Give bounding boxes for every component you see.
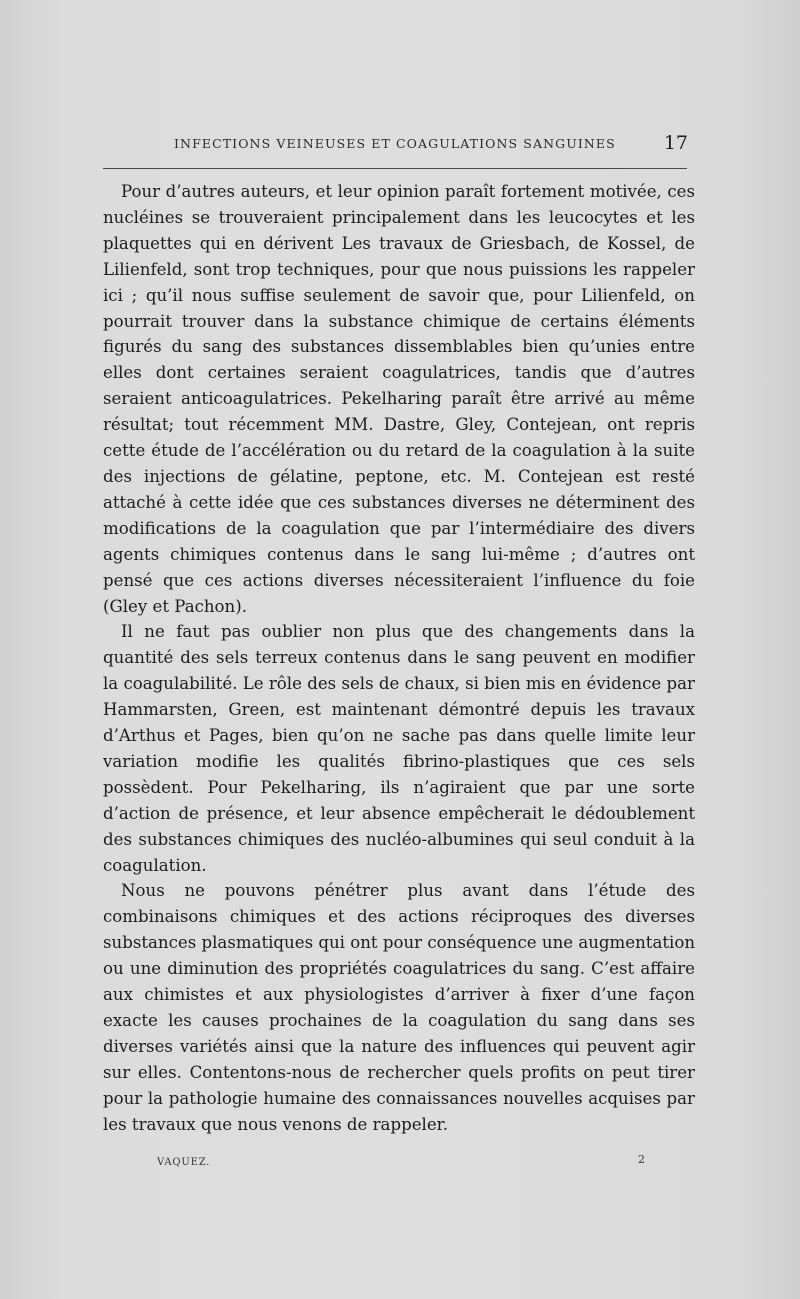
signature-mark: 2 [638, 1153, 645, 1166]
header-rule [103, 168, 687, 169]
signature-line: VAQUEZ. [157, 1157, 211, 1168]
body-text [103, 179, 695, 1138]
page-header [102, 134, 688, 158]
running-title: INFECTIONS VEINEUSES ET COAGULATIONS SANGUINES [174, 136, 616, 151]
paragraph: Il ne faut pas oublier non plus que des changements dans la quantité des sels terreux contenus dans le sang peuvent en modifier la coagulabilité. Le rôle des sels de chaux, si bien mis en évidence par Hammarsten, Green, est maintenant démontré depuis les travaux d’Arthus et Pages, bien qu’on ne sache pas dans quelle limite leur variation modifie les qualités fibrino-plastiques que ces sels possèdent. Pour Pekelharing, ils n’agiraient que par une sorte d’action de présence, et leur absence empêcherait le dédoublement des substances chimiques des nucléo-albumines qui seul conduit à la coagulation. [103, 622, 695, 875]
paragraph: Pour d’autres auteurs, et leur opinion paraît fortement motivée, ces nucléines se trouveraient principalement dans les leucocytes et les plaquettes qui en dérivent Les travaux de Griesbach, de Kossel, de Lilienfeld, sont trop techniques, pour que nous puissions les rappeler ici ; qu’il nous suffise seulement de savoir que, pour Lilienfeld, on pourrait trouver dans la substance chimique de certains éléments figurés du sang des substances dissemblables bien qu’unies entre elles dont certaines seraient coagulatrices, tandis que d’autres seraient anticoagulatrices. Pekelharing paraît être arrivé au même résultat; tout récemment MM. Dastre, Gley, Contejean, ont repris cette étude de l’accélération ou du retard de la coagulation à la suite des injections de gélatine, peptone, etc. M. Contejean est resté attaché à cette idée que ces substances diverses ne déterminent des modifications de la coagulation que par l’intermédiaire des divers agents chimiques contenus dans le sang lui-même ; d’autres ont pensé que ces actions diverses nécessiteraient l’influence du foie (Gley et Pachon). [103, 182, 695, 616]
paragraph: Nous ne pouvons pénétrer plus avant dans l’étude des combinaisons chimiques et des actions réciproques des diverses substances plasmatiques qui ont pour conséquence une augmentation ou une diminution des propriétés coagulatrices du sang. C’est affaire aux chimistes et aux physiologistes d’arriver à fixer d’une façon exacte les causes prochaines de la coagulation du sang dans ses diverses variétés ainsi que la nature des influences qui peuvent agir sur elles. Contentons-nous de rechercher quels profits on peut tirer pour la pathologie humaine des connaissances nouvelles acquises par les travaux que nous venons de rappeler. [103, 881, 696, 1134]
page-number: 17 [663, 132, 688, 154]
